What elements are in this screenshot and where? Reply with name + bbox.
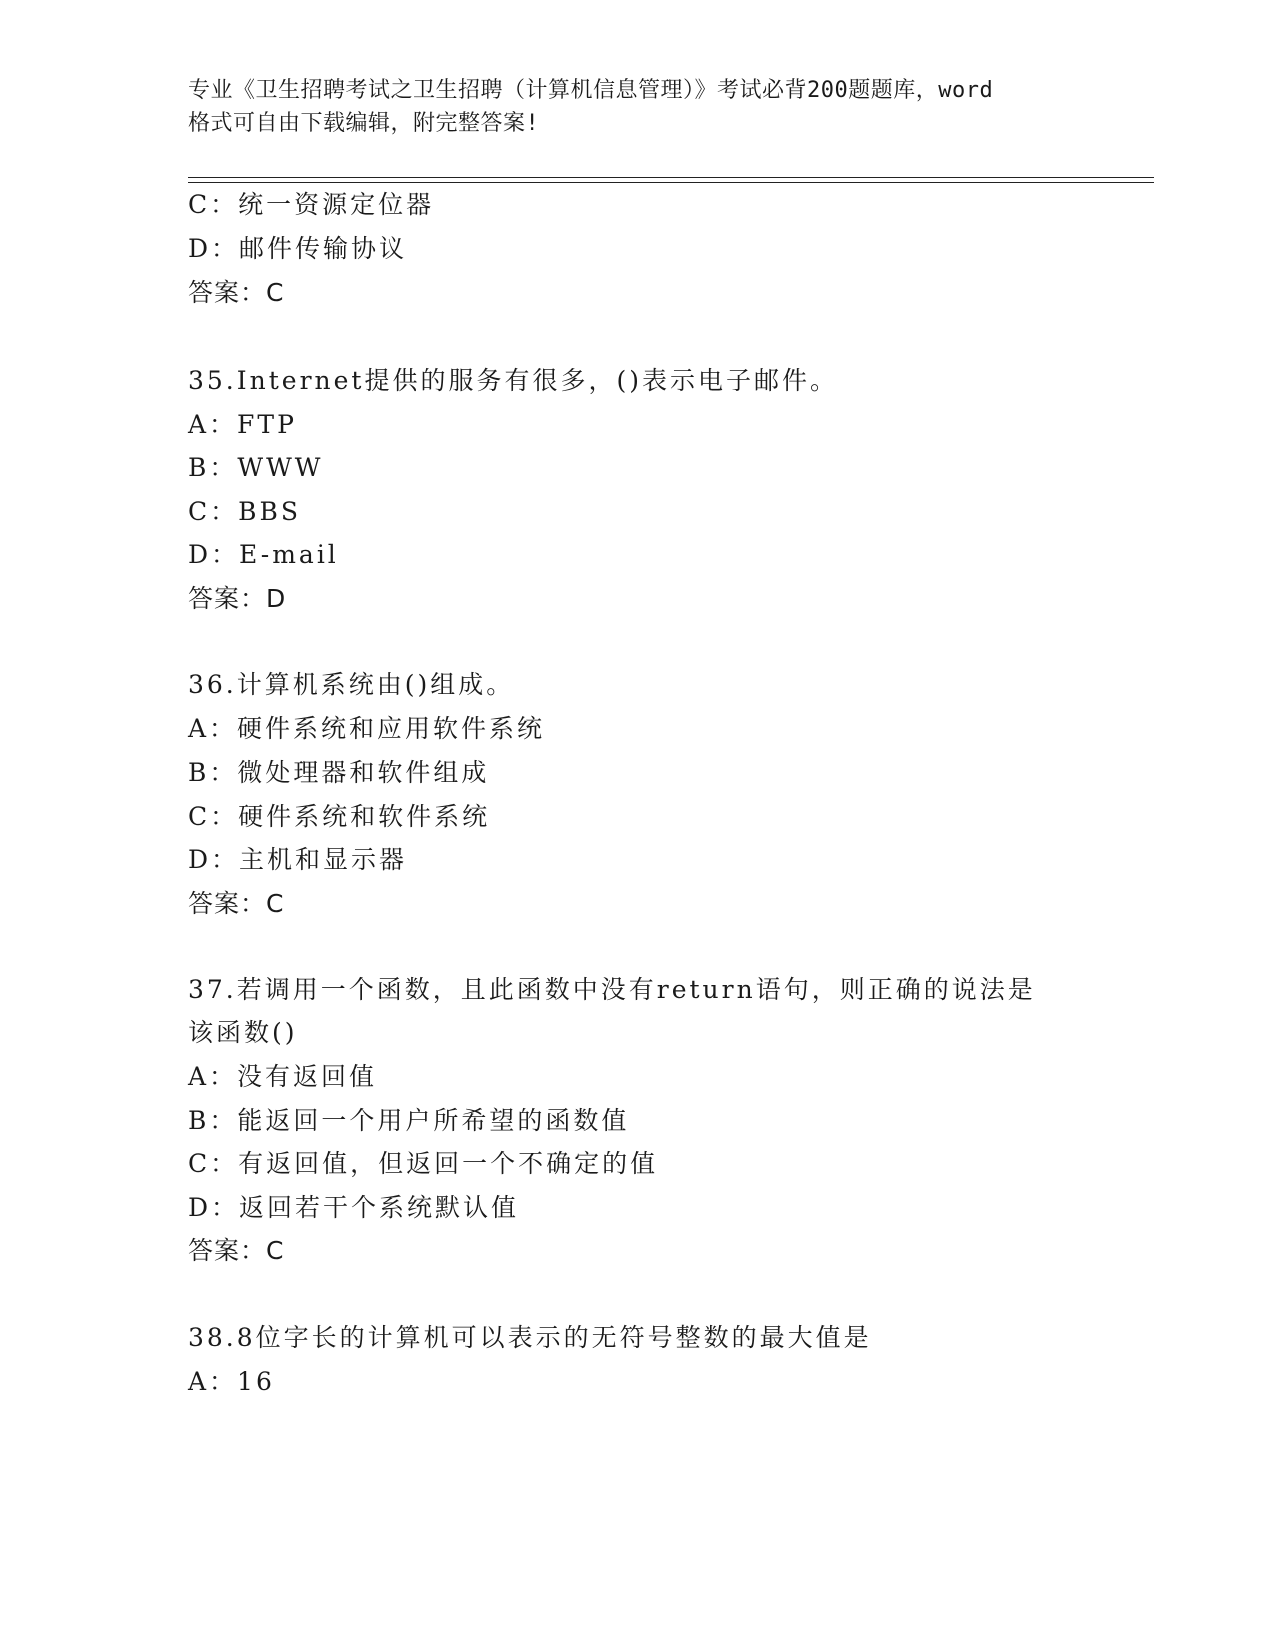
answer-line: 答案：D <box>188 584 287 613</box>
option-a: A：16 <box>188 1367 275 1396</box>
option-c: C：BBS <box>188 497 301 526</box>
option-b: B：WWW <box>188 453 324 482</box>
answer-line: 答案：C <box>188 1236 285 1265</box>
document-header <box>188 74 1088 140</box>
header-title-line-1: 专业《卫生招聘考试之卫生招聘（计算机信息管理）》考试必背200题题库，word <box>188 78 994 103</box>
answer-line: 答案：C <box>188 889 285 918</box>
question-stem: 38.8位字长的计算机可以表示的无符号整数的最大值是 <box>188 1323 872 1352</box>
option-c: C：统一资源定位器 <box>188 190 435 219</box>
option-a: A：没有返回值 <box>188 1062 378 1091</box>
option-d: D：E-mail <box>188 540 339 569</box>
question-stem: 35.Internet提供的服务有很多，()表示电子邮件。 <box>188 366 838 395</box>
answer-line: 答案：C <box>188 278 285 307</box>
option-b: B：微处理器和软件组成 <box>188 758 490 787</box>
header-divider-top <box>188 177 1154 178</box>
question-stem: 36.计算机系统由()组成。 <box>188 670 515 699</box>
option-d: D：邮件传输协议 <box>188 234 408 263</box>
option-a: A：FTP <box>188 410 297 439</box>
header-divider-bottom <box>188 182 1154 183</box>
header-title-line-2: 格式可自由下载编辑，附完整答案! <box>188 111 540 136</box>
option-d: D：主机和显示器 <box>188 845 408 874</box>
question-stem: 37.若调用一个函数，且此函数中没有return语句，则正确的说法是 <box>188 975 1036 1004</box>
option-c: C：有返回值，但返回一个不确定的值 <box>188 1149 659 1178</box>
question-stem-continued: 该函数() <box>188 1018 298 1047</box>
option-a: A：硬件系统和应用软件系统 <box>188 714 546 743</box>
option-d: D：返回若干个系统默认值 <box>188 1193 520 1222</box>
option-b: B：能返回一个用户所希望的函数值 <box>188 1106 630 1135</box>
option-c: C：硬件系统和软件系统 <box>188 802 491 831</box>
